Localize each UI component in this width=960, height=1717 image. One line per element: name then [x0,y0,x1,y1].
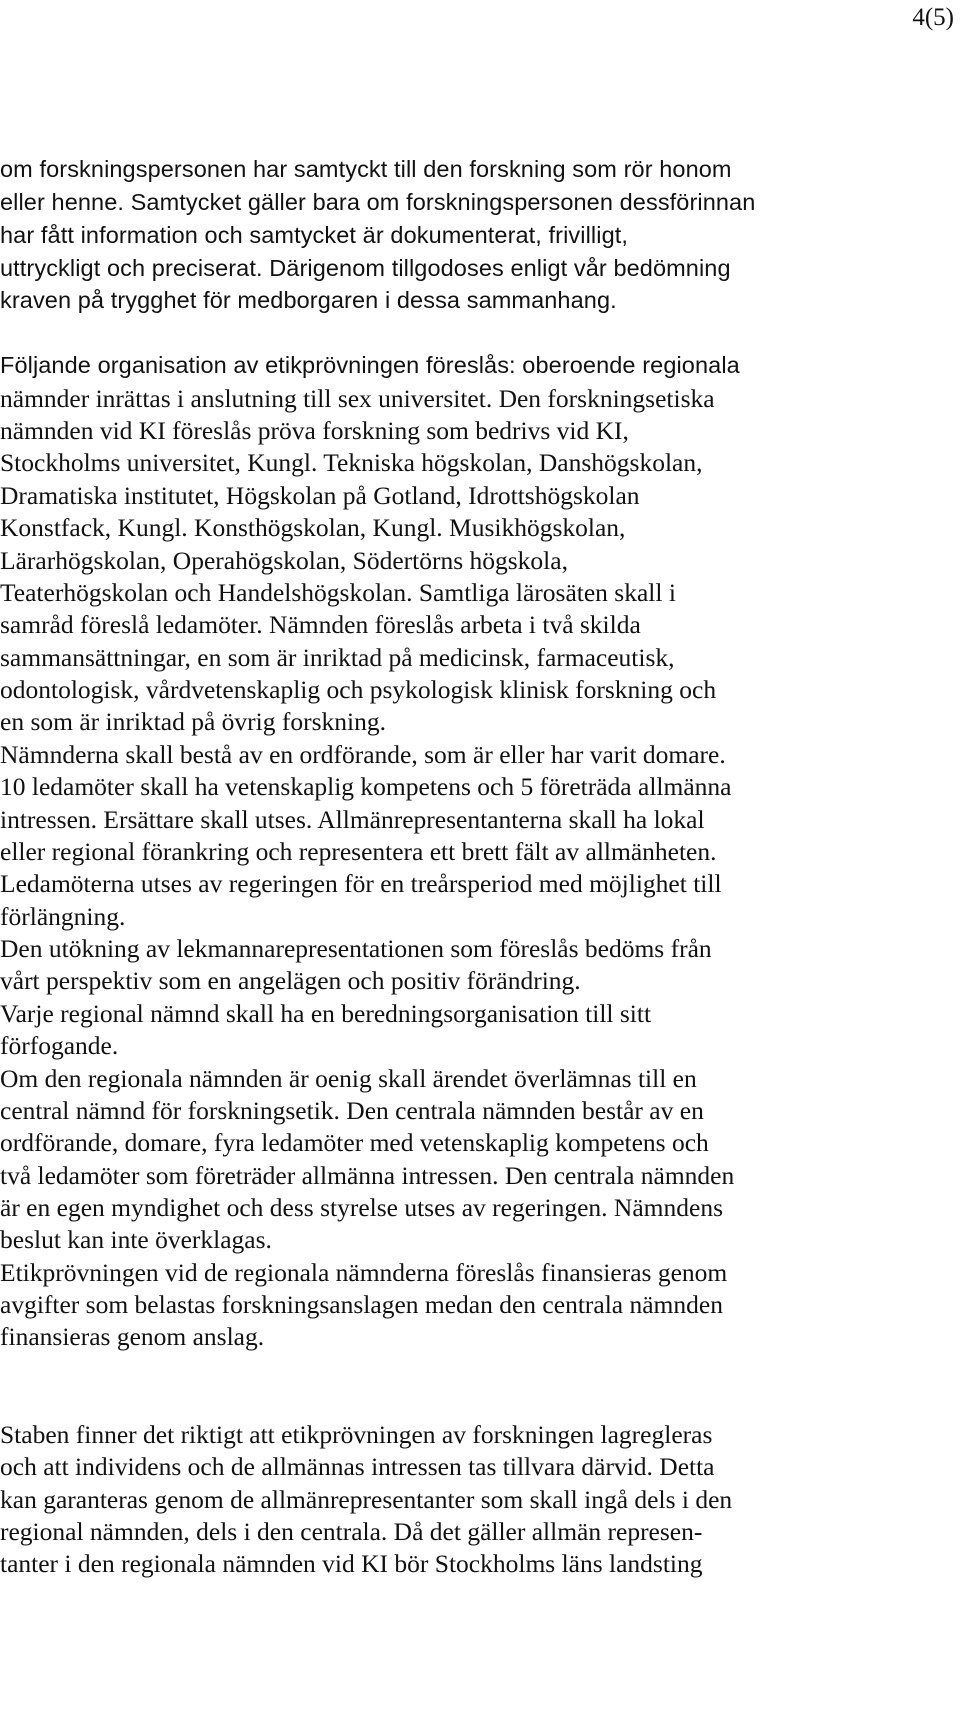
text-line: en som är inriktad på övrig forskning. [0,707,386,736]
text-line: Nämnderna skall bestå av en ordförande, som är eller har varit domare. [0,740,726,769]
text-line: nämnder inrättas i anslutning till sex universitet. Den forskningsetiska [0,384,715,413]
text-line: Etikprövningen vid de regionala nämnderna föreslås finansieras genom [0,1258,728,1287]
text-line: vårt perspektiv som en angelägen och positiv förändring. [0,966,581,995]
text-line: är en egen myndighet och dess styrelse utses av regeringen. Nämndens [0,1193,723,1222]
text-line: intressen. Ersättare skall utses. Allmänrepresentanterna skall ha lokal [0,805,705,834]
text-line: eller henne. Samtycket gäller bara om forskningspersonen dessförinnan [0,189,756,215]
text-line: förlängning. [0,902,126,931]
text-line: regional nämnden, dels i den centrala. Då det gäller allmän represen- [0,1517,703,1546]
text-line: samråd föreslå ledamöter. Nämnden föreslås arbeta i två skilda [0,610,641,639]
text-line: sammansättningar, en som är inriktad på medicinsk, farmaceutisk, [0,643,675,672]
text-line: kraven på trygghet för medborgaren i dessa sammanhang. [0,287,617,313]
text-line: om forskningspersonen har samtyckt till den forskning som rör honom [0,156,732,182]
text-line: 10 ledamöter skall ha vetenskaplig kompetens och 5 företräda allmänna [0,772,732,801]
text-line: tanter i den regionala nämnden vid KI bör Stockholms läns landsting [0,1549,703,1578]
page-number: 4(5) [912,4,954,31]
text-line: ordförande, domare, fyra ledamöter med vetenskaplig kompetens och [0,1128,709,1157]
text-line: Följande organisation av etikprövningen föreslås: oberoende regionala [0,352,740,378]
text-line: beslut kan inte överklagas. [0,1225,272,1254]
text-line: kan garanteras genom de allmänrepresentanter som skall ingå dels i den [0,1485,733,1514]
text-line: Lärarhögskolan, Operahögskolan, Södertörns högskola, [0,546,568,575]
text-line: central nämnd för forskningsetik. Den centrala nämnden består av en [0,1096,704,1125]
text-line: Teaterhögskolan och Handelshögskolan. Samtliga lärosäten skall i [0,578,676,607]
text-line: Varje regional nämnd skall ha en beredningsorganisation till sitt [0,999,652,1028]
text-line: uttryckligt och preciserat. Därigenom tillgodoses enligt vår bedömning [0,255,731,281]
text-line: Om den regionala nämnden är oenig skall ärendet överlämnas till en [0,1064,697,1093]
text-line: förfogande. [0,1031,119,1060]
text-line: eller regional förankring och representera ett brett fält av allmänheten. [0,837,717,866]
text-line: Dramatiska institutet, Högskolan på Gotland, Idrottshögskolan [0,481,640,510]
text-line: Stockholms universitet, Kungl. Tekniska högskolan, Danshögskolan, [0,448,703,477]
text-line: Konstfack, Kungl. Konsthögskolan, Kungl. Musikhögskolan, [0,513,626,542]
text-line: finansieras genom anslag. [0,1322,265,1351]
text-line: odontologisk, vårdvetenskaplig och psykologisk klinisk forskning och [0,675,717,704]
text-line: två ledamöter som företräder allmänna intressen. Den centrala nämnden [0,1161,735,1190]
text-line: Staben finner det riktigt att etikprövningen av forskningen lagregleras [0,1420,713,1449]
text-line: Ledamöterna utses av regeringen för en treårsperiod med möjlighet till [0,869,722,898]
text-line: avgifter som belastas forskningsanslagen medan den centrala nämnden [0,1290,723,1319]
text-line: och att individens och de allmännas intressen tas tillvara därvid. Detta [0,1452,715,1481]
text-line: har fått information och samtycket är dokumenterat, frivilligt, [0,222,628,248]
text-line: Den utökning av lekmannarepresentationen som föreslås bedöms från [0,934,712,963]
text-line: nämnden vid KI föreslås pröva forskning som bedrivs vid KI, [0,416,629,445]
